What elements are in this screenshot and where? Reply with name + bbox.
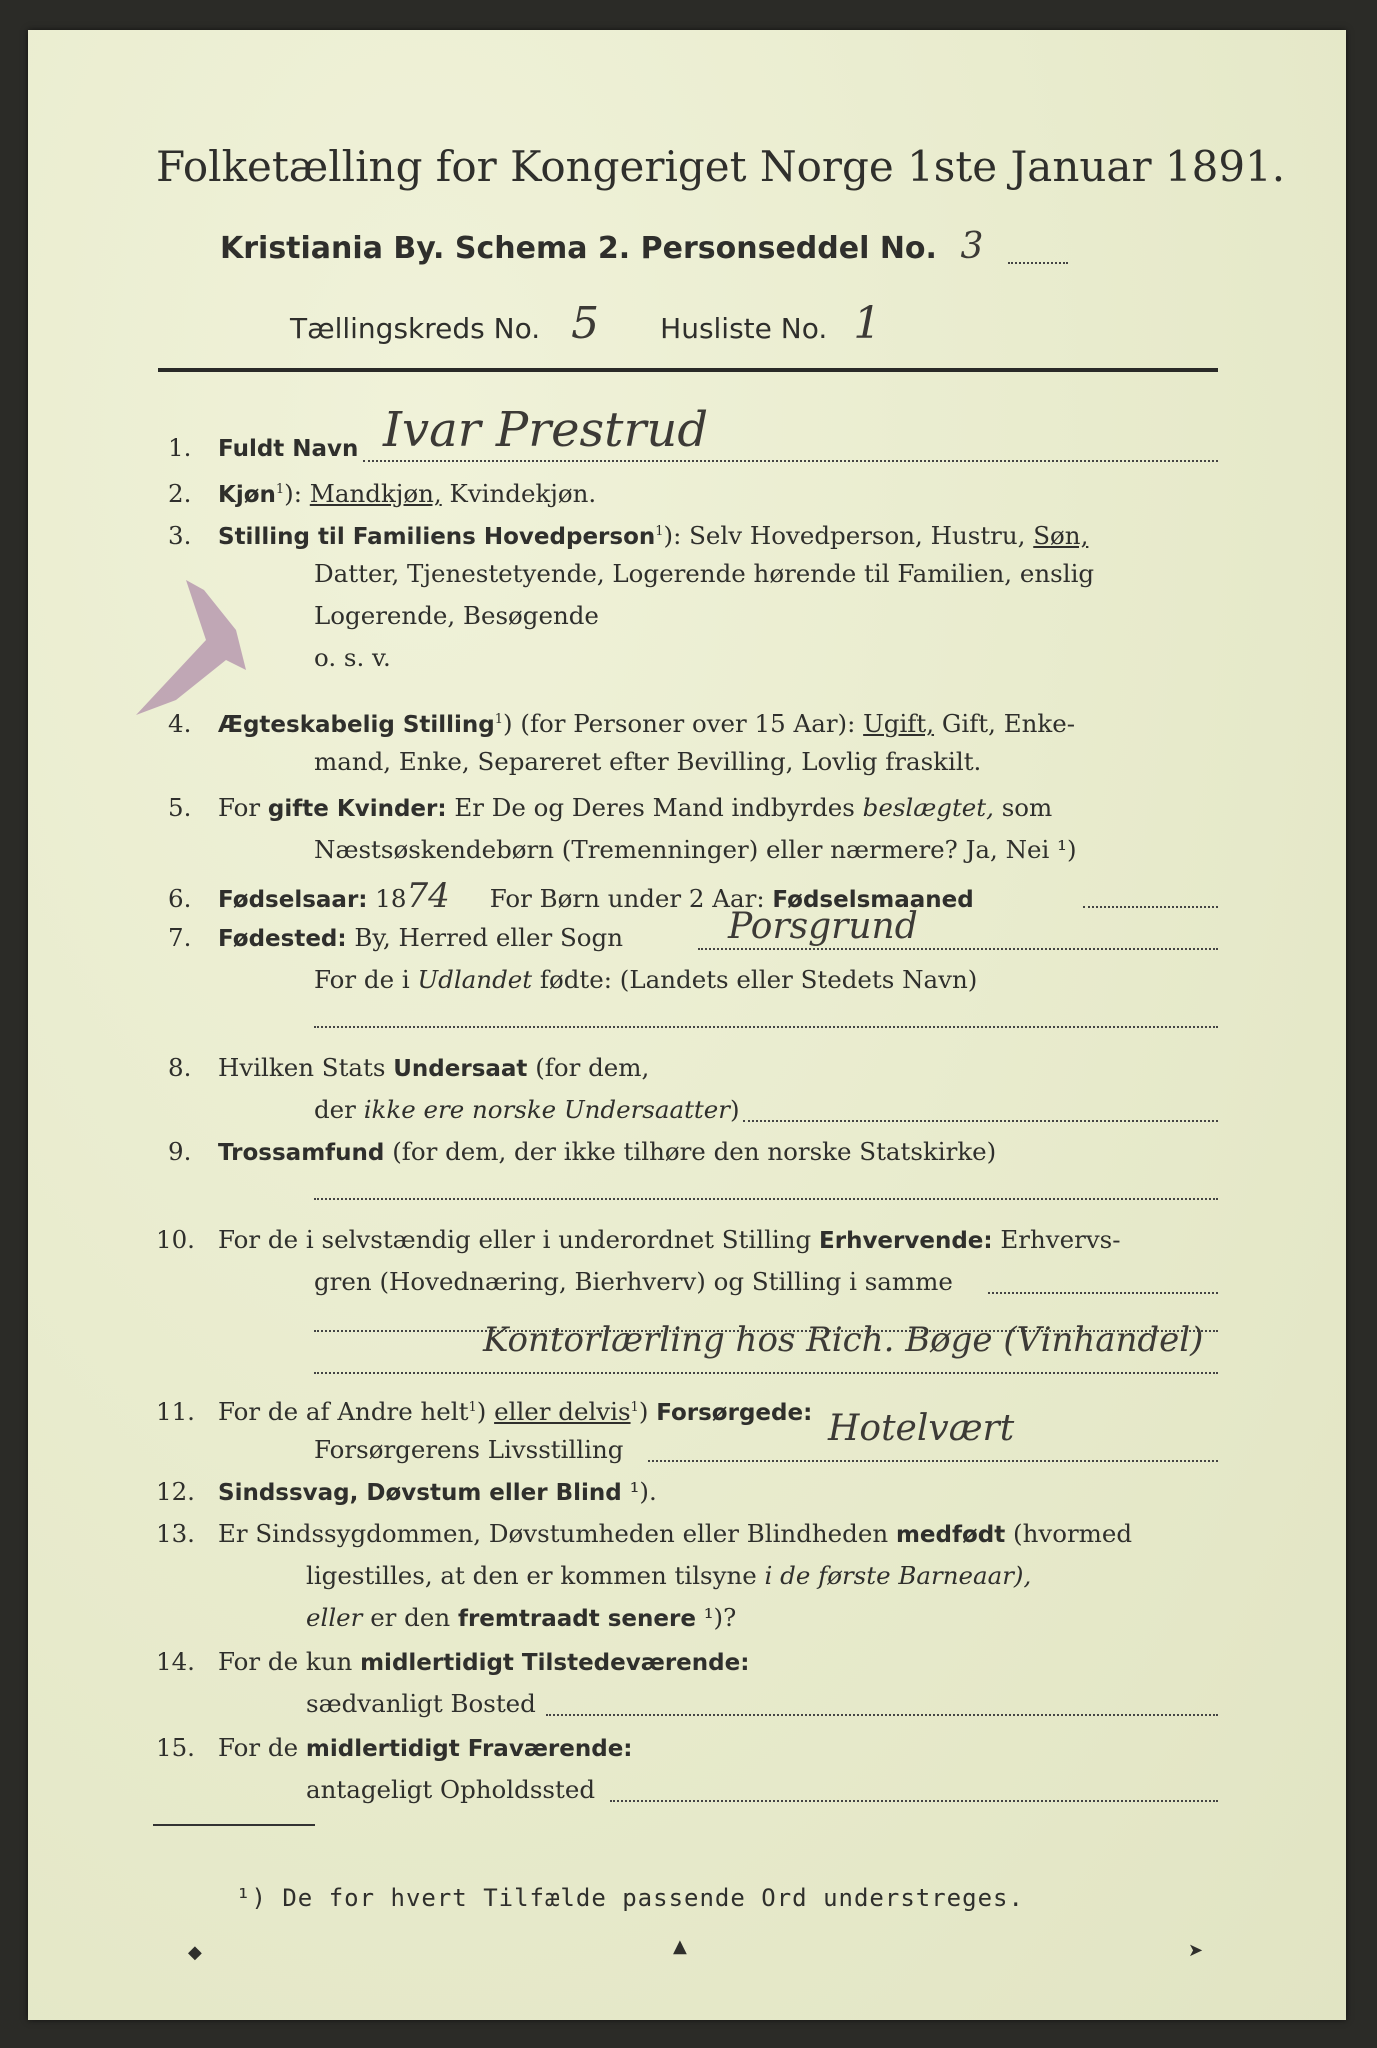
item-4 [168, 700, 1075, 745]
item-7 [168, 918, 623, 959]
item-13 [156, 1514, 1132, 1555]
item-14 [156, 1642, 749, 1683]
family-position-label: Stilling til Familiens Hovedperson [218, 524, 656, 551]
citizenship-label: Undersaat [393, 1056, 528, 1082]
item-5-for: For [218, 793, 261, 822]
item-13-number: 13. [156, 1519, 195, 1548]
temp-absent-label: midlertidigt Fraværende: [305, 1736, 633, 1762]
birth-month-dots [1083, 906, 1218, 908]
occupation-prefix: For de i selvstændig eller i underordnet Stilling [218, 1225, 812, 1254]
disability-footnote: ¹). [629, 1477, 657, 1506]
supported-prefix: For de af Andre helt [218, 1397, 469, 1427]
marital-status-unmarried: Ugift, [863, 709, 935, 739]
birth-month-note: For Børn under 2 Aar: [489, 884, 765, 913]
birth-month-label: Fødselsmaaned [772, 887, 974, 913]
item-8-note: (for dem, [535, 1053, 650, 1082]
husliste-number: 1 [853, 298, 882, 349]
marital-status-note: ) (for Personer over 15 Aar): [503, 709, 856, 739]
abroad-prefix: For de i [314, 965, 410, 994]
occupation-value: Kontorlærling hos Rich. Bøge (Vinhandel) [483, 1320, 1204, 1360]
item-6-number: 6. [168, 884, 192, 913]
item-5-som: som [1001, 793, 1053, 822]
item-12-number: 12. [156, 1477, 195, 1506]
item-2-number: 2. [168, 479, 192, 509]
marital-footnote-mark: 1 [494, 712, 504, 727]
family-position-footnote-mark: 1 [655, 524, 664, 539]
temp-present-label: midlertidigt Tilstedeværende: [360, 1650, 750, 1676]
item-5 [168, 788, 1052, 829]
supported-footnote-mark-2: 1 [630, 1400, 639, 1415]
item-10 [156, 1220, 1121, 1261]
item-13-line2 [306, 1556, 1031, 1596]
item-8-line2 [314, 1090, 740, 1130]
kreds-line [290, 298, 907, 349]
marital-status-options: Gift, Enke- [941, 709, 1075, 739]
later-onset-footnote: ¹)? [703, 1603, 737, 1632]
religion-label: Trossamfund [218, 1140, 385, 1166]
item-7-number: 7. [168, 923, 192, 952]
item-8-der: der [314, 1095, 356, 1124]
birth-year-value: 74 [406, 876, 450, 916]
item-9 [168, 1132, 996, 1173]
item-9-number: 9. [168, 1137, 192, 1166]
purple-pencil-mark [116, 570, 256, 720]
full-name-label: Fuldt Navn [218, 436, 359, 462]
usual-residence-dots [546, 1714, 1218, 1716]
item-2 [168, 470, 596, 515]
form-title: Folketælling for Kongeriget Norge 1ste Januar 1891. [156, 142, 1286, 191]
supporter-occupation-value: Hotelvært [828, 1408, 1015, 1449]
later-onset-label: fremtraadt senere [457, 1606, 696, 1632]
religion-note: (for dem, der ikke tilhøre den norske Statskirke) [392, 1137, 997, 1166]
congenital-suffix: (hvormed [1013, 1519, 1133, 1548]
occupation-label: Erhvervende: [819, 1228, 993, 1254]
sex-footnote-mark: 1 [275, 482, 285, 497]
supported-label: Forsørgede: [656, 1400, 813, 1427]
item-1 [168, 428, 358, 469]
sex-colon: ): [284, 479, 302, 509]
congenital-line3-italic: eller [306, 1603, 363, 1632]
form-subtitle [220, 226, 1007, 267]
kreds-label: Tællingskreds No. [290, 312, 541, 345]
marital-status-label: Ægteskabelig Stilling [218, 712, 495, 739]
congenital-prefix: Er Sindssygdommen, Døvstumheden eller Blindheden [218, 1519, 889, 1548]
full-name-dots [363, 460, 1218, 462]
birthplace-label: Fødested: [218, 926, 347, 952]
item-15 [156, 1728, 633, 1769]
personseddel-dots [1008, 262, 1068, 264]
item-3-number: 3. [168, 521, 192, 551]
abroad-word: Udlandet [417, 965, 533, 994]
temp-present-prefix: For de kun [218, 1647, 353, 1676]
family-position-options: ): Selv Hovedperson, Hustru, [663, 521, 1026, 551]
item-15-number: 15. [156, 1733, 195, 1762]
abroad-dots [314, 1026, 1218, 1028]
supported-partially: eller delvis [494, 1397, 631, 1427]
congenital-line2-italic: i de første Barneaar), [764, 1561, 1032, 1590]
item-5-number: 5. [168, 793, 192, 822]
married-women-label: gifte Kvinder: [267, 796, 447, 822]
item-14-number: 14. [156, 1647, 195, 1676]
congenital-label: medfødt [895, 1522, 1006, 1548]
occupation-dots-1 [988, 1292, 1218, 1294]
family-position-son: Søn, [1033, 521, 1089, 551]
personseddel-number: 3 [960, 226, 984, 267]
census-form-sheet [28, 30, 1346, 2020]
supported-paren-2: ) [638, 1397, 649, 1427]
family-position-line3: Logerende, Besøgende [314, 601, 599, 630]
item-12 [156, 1472, 657, 1513]
congenital-line3: er den [370, 1603, 451, 1632]
probable-residence-dots [610, 1800, 1218, 1802]
item-13-line3 [306, 1598, 736, 1639]
citizenship-dots [743, 1120, 1218, 1122]
item-5-question: Er De og Deres Mand indbyrdes [454, 793, 855, 822]
item-3 [168, 512, 1088, 557]
supporter-dots [648, 1460, 1218, 1462]
supporter-occupation-label: Forsørgerens Livsstilling [314, 1435, 624, 1464]
item-4-number: 4. [168, 709, 192, 739]
sex-option-female: Kvindekjøn. [449, 479, 597, 509]
occupation-dots-3 [314, 1372, 1218, 1374]
occupation-suffix: Erhvervs- [1000, 1225, 1121, 1254]
item-8-number: 8. [168, 1053, 192, 1082]
sex-option-male: Mandkjøn, [309, 479, 442, 509]
footnote-text: ¹) De for hvert Tilfælde passende Ord understreges. [236, 1884, 1024, 1912]
birth-year-label: Fødselsaar: [218, 887, 368, 913]
footnote-rule [153, 1824, 315, 1826]
usual-residence-label: sædvanligt Bosted [306, 1689, 536, 1718]
item-11-number: 11. [156, 1397, 195, 1427]
item-11 [156, 1388, 812, 1433]
item-8-italic: ikke ere norske Undersaatter [363, 1095, 730, 1124]
husliste-label: Husliste No. [660, 312, 828, 345]
subtitle-label: Kristiania By. Schema 2. Personseddel No. [220, 231, 937, 266]
item-7-line2 [314, 960, 977, 1000]
item-8-paren: ) [729, 1095, 740, 1124]
abroad-note: fødte: (Landets eller Stedets Navn) [539, 965, 978, 994]
family-position-line2: Datter, Tjenestetyende, Logerende hørende til Familien, enslig [314, 559, 1095, 588]
item-5-related: beslægtet, [862, 793, 994, 822]
birthplace-value: Porsgrund [728, 906, 918, 947]
family-position-line4: o. s. v. [314, 643, 391, 672]
congenital-line2: ligestilles, at den er kommen tilsyne [306, 1561, 757, 1590]
disability-label: Sindssvag, Døvstum eller Blind [218, 1480, 622, 1506]
birthplace-note: By, Herred eller Sogn [354, 923, 623, 952]
bottom-mark-right: ➤ [1188, 1940, 1204, 1961]
bottom-mark-center: ▲ [673, 1936, 687, 1957]
marital-status-line2: mand, Enke, Separeret efter Bevilling, Lovlig fraskilt. [314, 747, 982, 776]
item-8-prefix: Hvilken Stats [218, 1053, 386, 1082]
sex-label: Kjøn [218, 482, 276, 509]
bottom-mark-left: ◆ [188, 1942, 202, 1963]
probable-residence-label: antageligt Opholdssted [306, 1775, 595, 1804]
birth-year-prefix: 18 [375, 884, 407, 913]
full-name-value: Ivar Prestrud [383, 402, 709, 458]
birthplace-dots [698, 948, 1218, 950]
item-10-number: 10. [156, 1225, 195, 1254]
kreds-number: 5 [571, 298, 600, 349]
item-5-line2: Næstsøskendebørn (Tremenninger) eller nærmere? Ja, Nei ¹) [314, 835, 1077, 864]
supported-footnote-mark: 1 [468, 1400, 477, 1415]
supported-paren: ) [476, 1397, 487, 1427]
occupation-line2: gren (Hovednæring, Bierhverv) og Stilling i samme [314, 1267, 953, 1296]
religion-dots [314, 1198, 1218, 1200]
item-1-number: 1. [168, 433, 192, 462]
header-rule [158, 368, 1218, 372]
temp-absent-prefix: For de [218, 1733, 299, 1762]
item-8 [168, 1048, 649, 1089]
